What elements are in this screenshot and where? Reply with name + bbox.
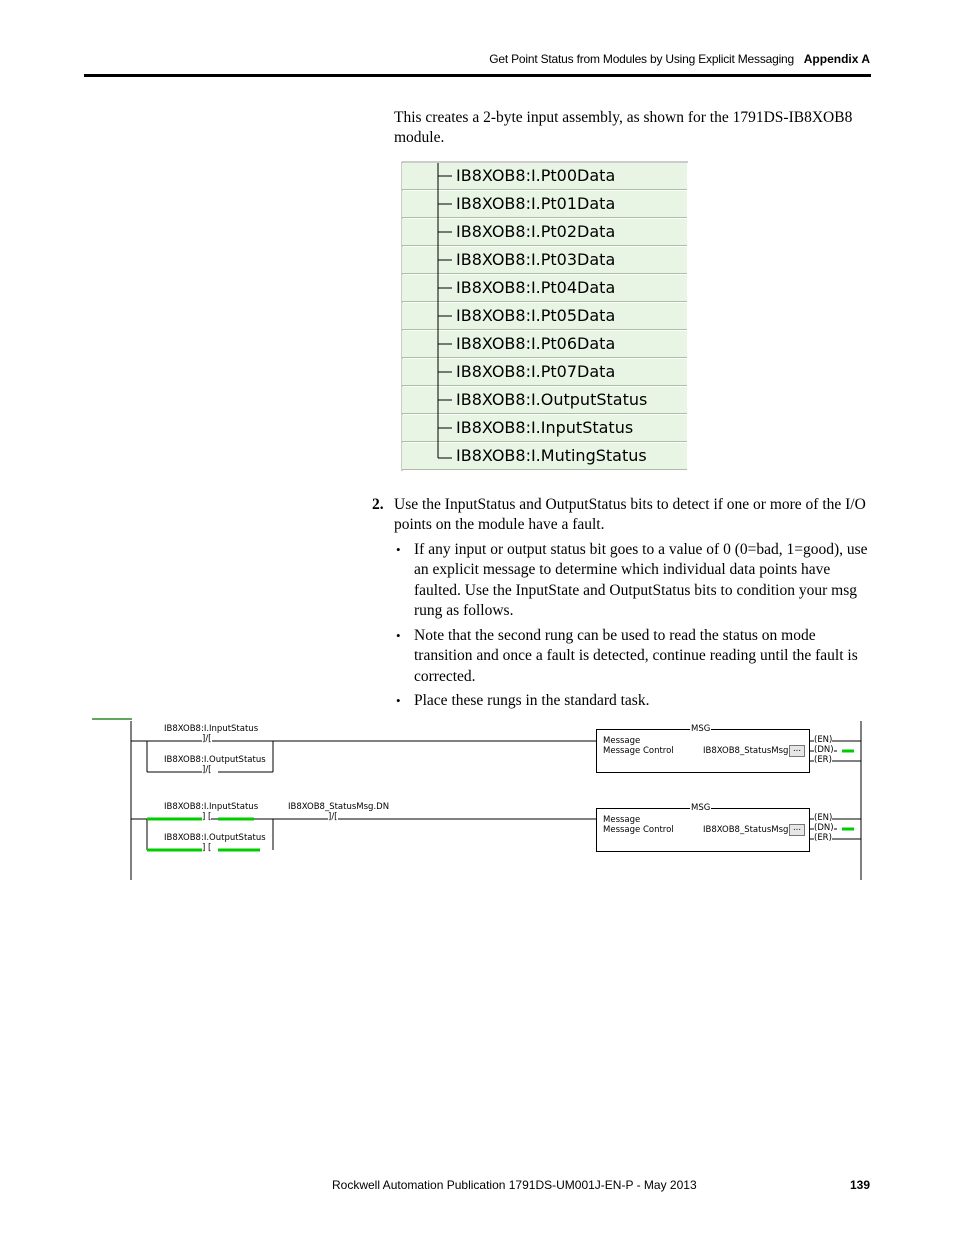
msg-label-message: Message (603, 815, 641, 825)
tree-row-label: IB8XOB8:I.Pt00Data (456, 166, 616, 185)
msg-instruction-block[interactable] (596, 724, 810, 773)
contact-nc-symbol[interactable]: ]/[ (328, 812, 338, 822)
output-en: (EN) (814, 735, 833, 745)
tree-row-label: IB8XOB8:I.Pt04Data (456, 278, 616, 297)
output-en: (EN) (814, 813, 833, 823)
step-number: 2. (372, 496, 384, 513)
header-rule (84, 74, 871, 77)
footer-publication: Rockwell Automation Publication 1791DS-UM001J-EN-P - May 2013 (332, 1178, 697, 1192)
msg-control-tag[interactable]: IB8XOB8_StatusMsg (703, 746, 789, 756)
tree-row-label: IB8XOB8:I.OutputStatus (456, 390, 648, 409)
ladder-logic-screenshot (92, 718, 872, 882)
output-dn: (DN) (814, 745, 834, 755)
contact-tag-output-status[interactable]: IB8XOB8:I.OutputStatus (164, 755, 266, 765)
bullet-marker: • (396, 542, 401, 557)
msg-title: MSG (691, 803, 711, 813)
contact-tag-input-status[interactable]: IB8XOB8:I.InputStatus (164, 802, 259, 812)
contact-tag-input-status[interactable]: IB8XOB8:I.InputStatus (164, 724, 259, 734)
output-dn: (DN) (814, 823, 834, 833)
contact-tag-msg-dn[interactable]: IB8XOB8_StatusMsg.DN (288, 802, 390, 812)
msg-instruction-block[interactable] (596, 803, 810, 852)
tree-connector-lines (396, 157, 688, 471)
contact-no-symbol[interactable]: ] [ (202, 812, 212, 822)
bullet-item: Note that the second rung can be used to read the status on mode transition and once a fault is detected, continue reading until the fault is corrected. (414, 627, 858, 685)
msg-title: MSG (691, 724, 711, 734)
tree-row-label: IB8XOB8:I.Pt07Data (456, 362, 616, 381)
bullet-marker: • (396, 628, 401, 643)
output-er: (ER) (814, 833, 832, 843)
tree-row-label: IB8XOB8:I.InputStatus (456, 418, 634, 437)
browse-button[interactable]: ... (789, 745, 805, 757)
contact-no-symbol[interactable]: ] [ (202, 843, 212, 853)
page-number: 139 (849, 1178, 870, 1192)
bullet-item: If any input or output status bit goes to a value of 0 (0=bad, 1=good), use an explicit message to determine which individual data points have faulted. Use the InputState and OutputStatus bits to condition your msg rung as follows. (414, 541, 868, 619)
tree-row-label: IB8XOB8:I.Pt06Data (456, 334, 616, 353)
msg-label-control: Message Control (603, 746, 674, 756)
tag-tree-screenshot (396, 157, 688, 471)
tree-row-label: IB8XOB8:I.MutingStatus (456, 446, 647, 465)
running-header-title: Get Point Status from Modules by Using Explicit Messaging (489, 52, 794, 66)
intro-paragraph: This creates a 2-byte input assembly, as shown for the 1791DS-IB8XOB8 module. (394, 109, 853, 147)
contact-nc-symbol[interactable]: ]/[ (202, 734, 212, 744)
msg-control-tag[interactable]: IB8XOB8_StatusMsg (703, 825, 789, 835)
contact-nc-symbol[interactable]: ]/[ (202, 765, 212, 775)
tree-row-label: IB8XOB8:I.Pt02Data (456, 222, 616, 241)
step-text: Use the InputStatus and OutputStatus bits to detect if one or more of the I/O points on the module have a fault. (394, 496, 866, 534)
tree-row-label: IB8XOB8:I.Pt05Data (456, 306, 616, 325)
contact-tag-output-status[interactable]: IB8XOB8:I.OutputStatus (164, 833, 266, 843)
output-er: (ER) (814, 755, 832, 765)
tree-row-label: IB8XOB8:I.Pt03Data (456, 250, 616, 269)
tree-row-label: IB8XOB8:I.Pt01Data (456, 194, 616, 213)
msg-label-control: Message Control (603, 825, 674, 835)
bullet-marker: • (396, 693, 401, 708)
running-header-appendix: Appendix A (803, 52, 870, 66)
msg-label-message: Message (603, 736, 641, 746)
bullet-item: Place these rungs in the standard task. (414, 692, 650, 709)
browse-button[interactable]: ... (789, 824, 805, 836)
